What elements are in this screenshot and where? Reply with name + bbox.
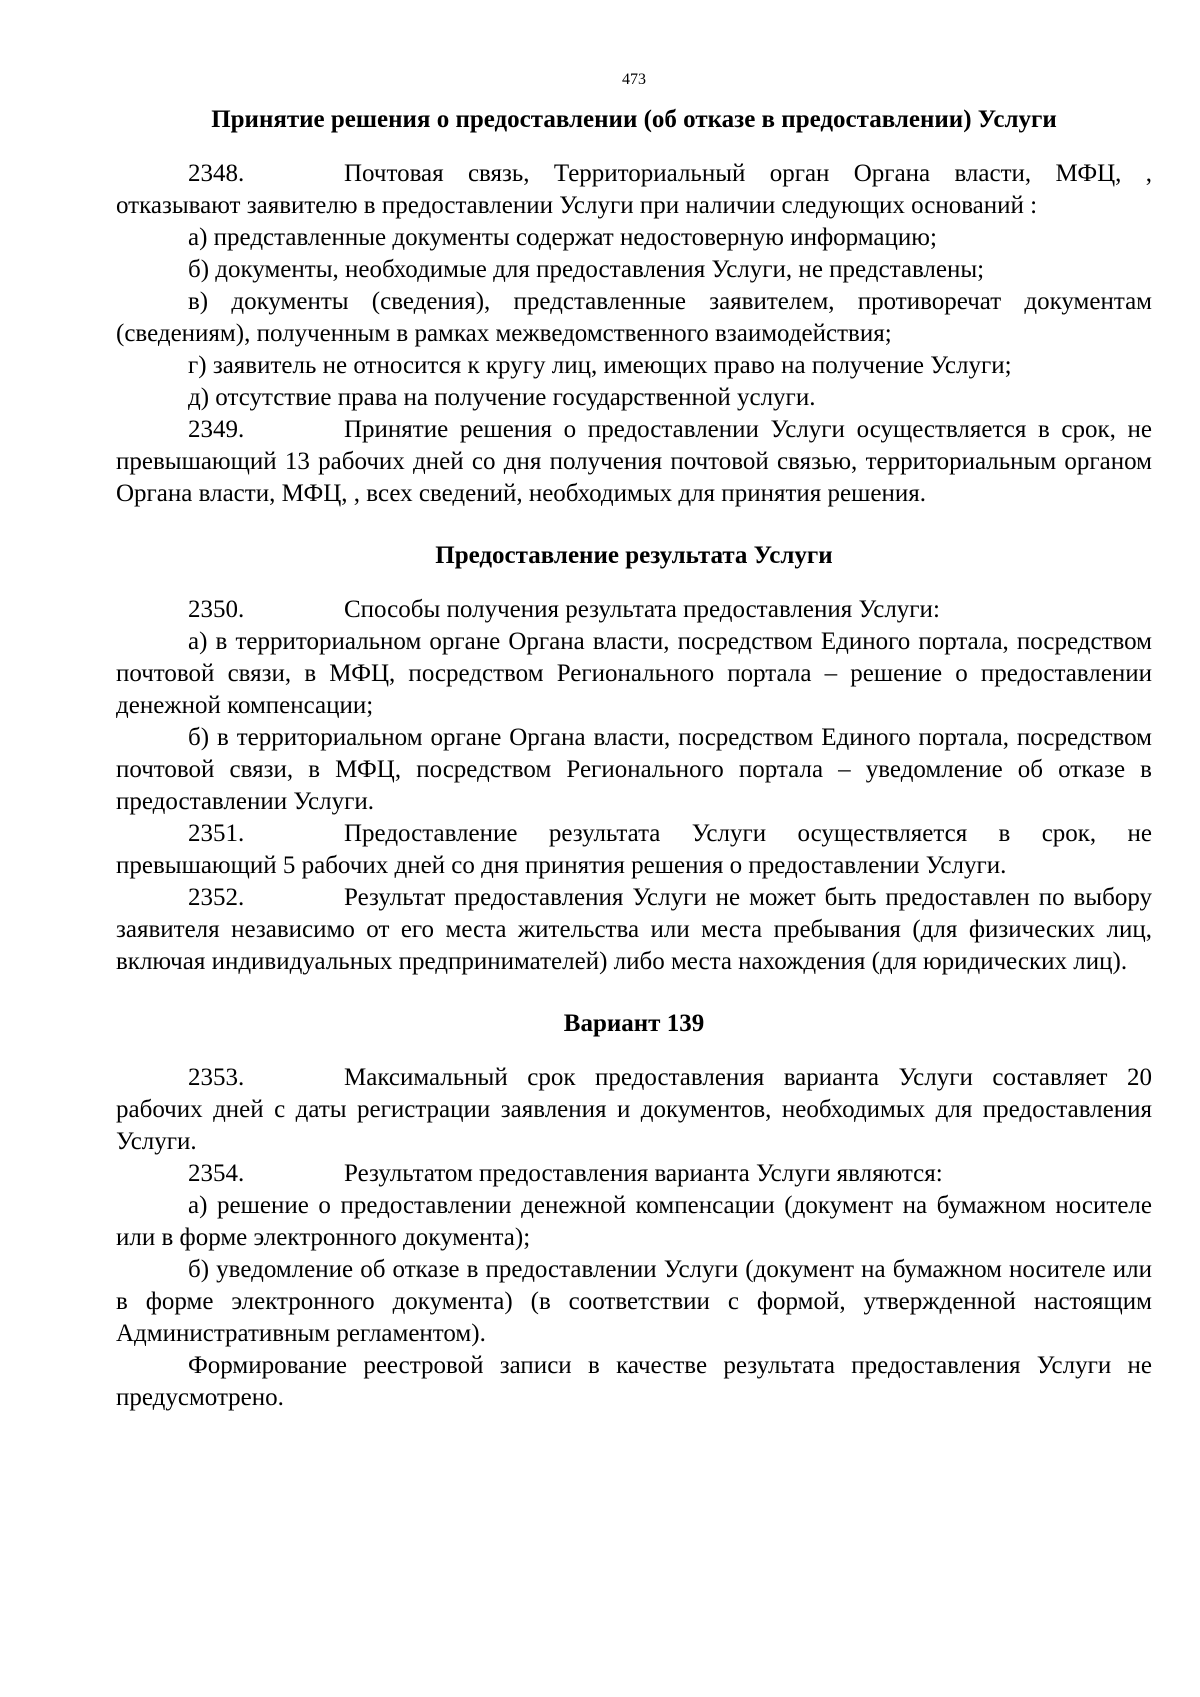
- paragraph-number: 2349.: [188, 416, 245, 443]
- paragraph-text: Почтовая связь, Территориальный орган Органа власти, МФЦ, , отказывают заявителю в предоставлении Услуги при наличии следующих оснований :: [116, 160, 1152, 219]
- paragraph-number: 2348.: [188, 160, 245, 187]
- paragraph-number: 2350.: [188, 596, 245, 623]
- list-item-d: д) отсутствие права на получение государственной услуги.: [188, 384, 816, 411]
- paragraph-2354: [116, 1158, 1152, 1190]
- paragraph-number: 2351.: [188, 820, 245, 847]
- paragraph-2349: [116, 414, 1152, 510]
- paragraph-number: 2354.: [188, 1160, 245, 1187]
- closing-paragraph: Формирование реестровой записи в качестве результата предоставления Услуги не предусмотрено.: [116, 1352, 1152, 1411]
- page-number: 473: [622, 71, 646, 88]
- document-page: [116, 60, 1152, 1414]
- list-item-b: б) документы, необходимые для предоставления Услуги, не представлены;: [188, 256, 985, 283]
- paragraph-2350: [116, 594, 1152, 626]
- paragraph-2353: [116, 1062, 1152, 1158]
- paragraph-text: Способы получения результата предоставления Услуги:: [344, 596, 940, 623]
- list-item-a: а) в территориальном органе Органа власти, посредством Единого портала, посредством почтовой связи, в МФЦ, посредством Регионального портала – решение о предоставлении денежной компенсации;: [116, 628, 1152, 719]
- paragraph-2351: [116, 818, 1152, 882]
- section-heading-result: Предоставление результата Услуги: [435, 542, 833, 569]
- list-item-b: б) в территориальном органе Органа власти, посредством Единого портала, посредством почтовой связи, в МФЦ, посредством Регионального портала – уведомление об отказе в предоставлении Услуги.: [116, 724, 1152, 815]
- paragraph-text: Результат предоставления Услуги не может быть предоставлен по выбору заявителя независимо от его места жительства или места пребывания (для физических лиц, включая индивидуальных предпринимателей) либо места нахождения (для юридических лиц).: [116, 884, 1152, 975]
- list-item-b: б) уведомление об отказе в предоставлении Услуги (документ на бумажном носителе или в форме электронного документа) (в соответствии с формой, утвержденной настоящим Административным регламентом).: [116, 1256, 1152, 1347]
- list-item-a: а) решение о предоставлении денежной компенсации (документ на бумажном носителе или в форме электронного документа);: [116, 1192, 1152, 1251]
- paragraph-2348: [116, 158, 1152, 222]
- section-heading-decision: Принятие решения о предоставлении (об отказе в предоставлении) Услуги: [211, 106, 1057, 133]
- paragraph-2352: [116, 882, 1152, 978]
- list-item-g: г) заявитель не относится к кругу лиц, имеющих право на получение Услуги;: [188, 352, 1012, 379]
- paragraph-text: Предоставление результата Услуги осуществляется в срок, не превышающий 5 рабочих дней со дня принятия решения о предоставлении Услуги.: [116, 820, 1152, 879]
- section-heading-variant: Вариант 139: [563, 1010, 705, 1037]
- paragraph-text: Принятие решения о предоставлении Услуги осуществляется в срок, не превышающий 13 рабочих дней со дня получения почтовой связью, территориальным органом Органа власти, МФЦ, , всех сведений, необходимых для принятия решения.: [116, 416, 1152, 507]
- list-item-a: а) представленные документы содержат недостоверную информацию;: [188, 224, 937, 251]
- paragraph-text: Максимальный срок предоставления варианта Услуги составляет 20 рабочих дней с даты регистрации заявления и документов, необходимых для предоставления Услуги.: [116, 1064, 1152, 1155]
- list-item-v: в) документы (сведения), представленные заявителем, противоречат документам (сведениям), полученным в рамках межведомственного взаимодействия;: [116, 288, 1152, 347]
- paragraph-number: 2352.: [188, 884, 245, 911]
- paragraph-number: 2353.: [188, 1064, 245, 1091]
- paragraph-text: Результатом предоставления варианта Услуги являются:: [344, 1160, 943, 1187]
